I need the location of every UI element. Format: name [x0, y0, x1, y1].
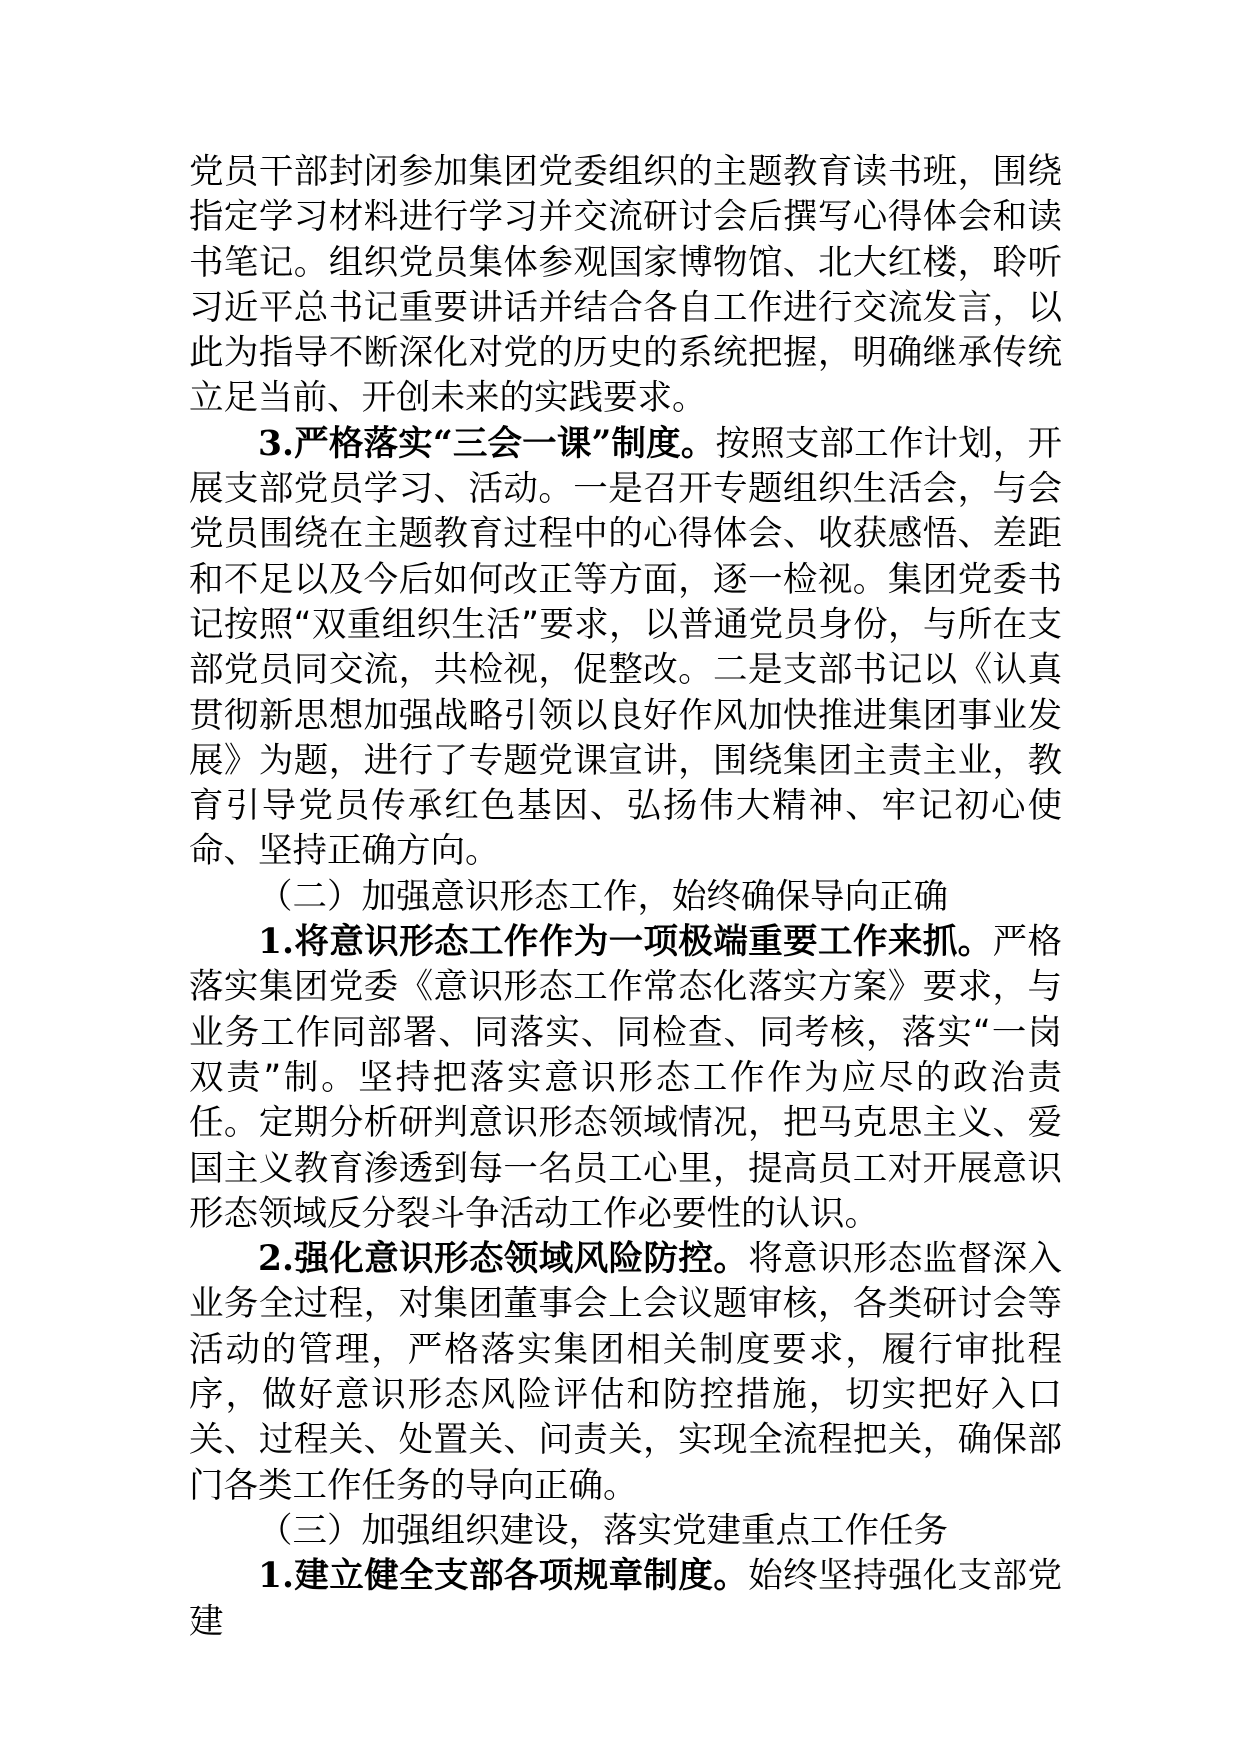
- paragraph-three-meetings: [189, 422, 1062, 875]
- paragraph-heading: 3.严格落实“三会一课”制度。: [258, 423, 716, 464]
- paragraph-rules-system: [189, 1554, 1062, 1645]
- paragraph-study-continuation: [189, 150, 1062, 422]
- paragraph-heading: 1.建立健全支部各项规章制度。: [258, 1556, 749, 1597]
- paragraph-risk-control: [189, 1237, 1062, 1509]
- paragraph-text: 按照支部工作计划，开展支部党员学习、活动。一是召开专题组织生活会，与会党员围绕在主题教育过程中的心得体会、收获感悟、差距和不足以及今后如何改正等方面，逐一检视。集团党委书记按照“双重组织生活”要求，以普通党员身份，与所在支部党员同交流，共检视，促整改。二是支部书记以《认真贯彻新思想加强战略引领以良好作风加快推进集团事业发展》为题，进行了专题党课宣讲，围绕集团主责主业，教育引导党员传承红色基因、弘扬伟大精神、牢记初心使命、坚持正确方向。: [189, 423, 1062, 872]
- paragraph-heading: 1.将意识形态工作作为一项极端重要工作来抓。: [258, 922, 993, 963]
- section-heading-organization: [189, 1509, 1062, 1554]
- section-heading-text: （二）加强意识形态工作，始终确保导向正确: [258, 876, 948, 917]
- paragraph-text: 党员干部封闭参加集团党委组织的主题教育读书班，围绕指定学习材料进行学习并交流研讨会后撰写心得体会和读书笔记。组织党员集体参观国家博物馆、北大红楼，聆听习近平总书记重要讲话并结合各自工作进行交流发言，以此为指导不断深化对党的历史的系统把握，明确继承传统立足当前、开创未来的实践要求。: [189, 152, 1062, 419]
- paragraph-text: 始终坚持强化支部党建: [189, 1556, 1063, 1642]
- document-page: [189, 150, 1062, 1645]
- paragraph-ideology-priority: [189, 920, 1062, 1237]
- paragraph-heading: 2.强化意识形态领域风险防控。: [258, 1239, 749, 1280]
- paragraph-text: 将意识形态监督深入业务全过程，对集团董事会上会议题审核，各类研讨会等活动的管理，严格落实集团相关制度要求，履行审批程序，做好意识形态风险评估和防控措施，切实把好入口关、过程关、处置关、问责关，实现全流程把关，确保部门各类工作任务的导向正确。: [189, 1239, 1063, 1506]
- section-heading-ideology: [189, 875, 1062, 920]
- paragraph-text: 严格落实集团党委《意识形态工作常态化落实方案》要求，与业务工作同部署、同落实、同检查、同考核，落实“一岗双责”制。坚持把落实意识形态工作作为应尽的政治责任。定期分析研判意识形态领域情况，把马克思主义、爱国主义教育渗透到每一名员工心里，提高员工对开展意识形态领域反分裂斗争活动工作必要性的认识。: [189, 922, 1063, 1234]
- section-heading-text: （三）加强组织建设，落实党建重点工作任务: [258, 1510, 948, 1551]
